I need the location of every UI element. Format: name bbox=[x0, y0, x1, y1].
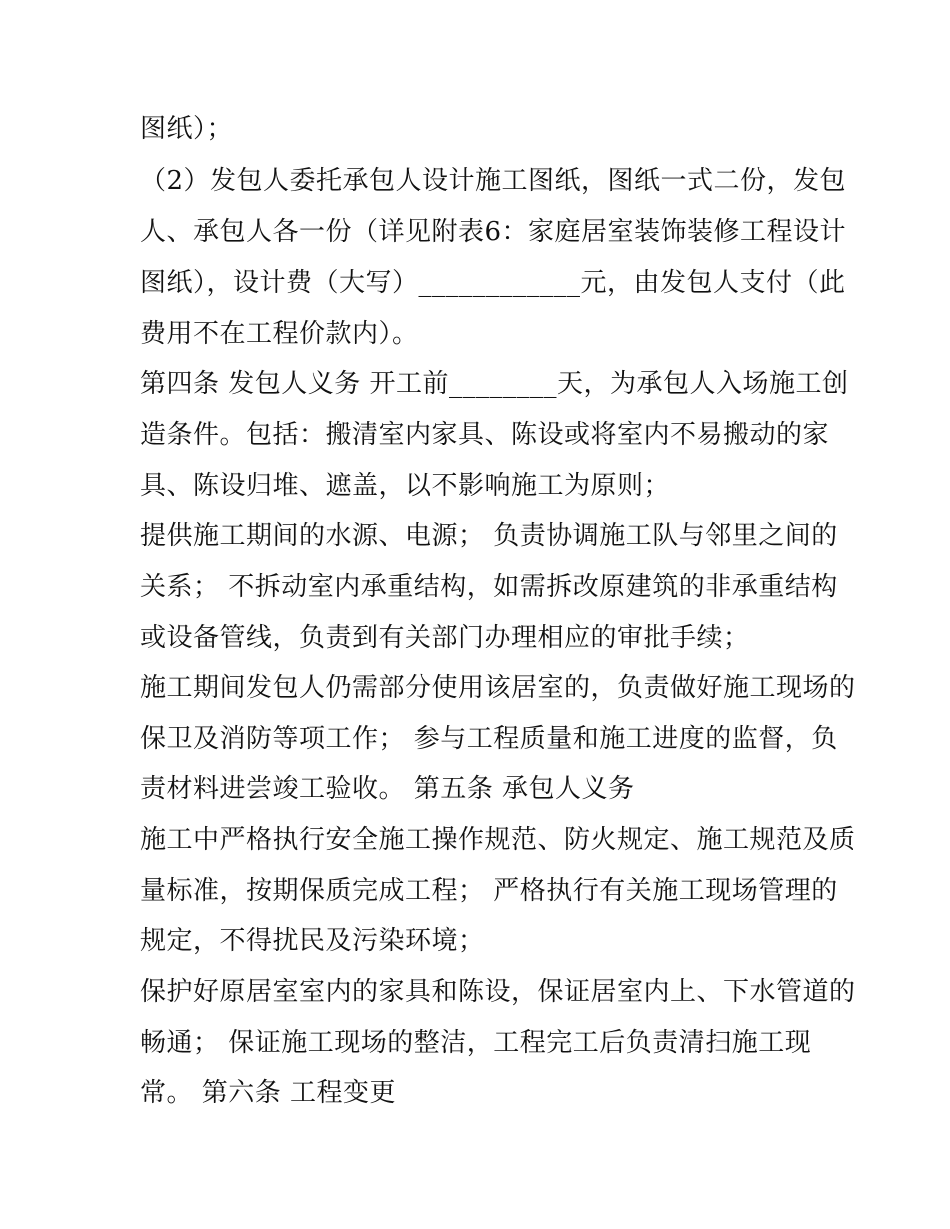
text-line: 第四条 发包人义务 开工前________天，为承包人入场施工创 bbox=[140, 369, 849, 399]
text-line: 保护好原居室室内的家具和陈设，保证居室内上、下水管道的 bbox=[140, 977, 856, 1007]
text-line: 图纸）； bbox=[140, 114, 234, 144]
text-line: 人、承包人各一份（详见附表6：家庭居室装饰装修工程设计 bbox=[140, 217, 847, 247]
text-line: （2）发包人委托承包人设计施工图纸，图纸一式二份，发包 bbox=[140, 166, 847, 196]
text-line: 畅通； 保证施工现场的整洁，工程完工后负责清扫施工现 bbox=[140, 1028, 812, 1058]
text-line: 提供施工期间的水源、电源； 负责协调施工队与邻里之间的 bbox=[140, 521, 838, 551]
text-line: 责材料进尝竣工验收。 第五条 承包人义务 bbox=[140, 774, 635, 804]
text-line: 具、陈设归堆、遮盖，以不影响施工为原则； bbox=[140, 471, 671, 501]
text-line: 施工期间发包人仍需部分使用该居室的，负责做好施工现场的 bbox=[140, 673, 856, 703]
text-line: 常。 第六条 工程变更 bbox=[140, 1078, 397, 1108]
text-line: 规定，不得扰民及污染环境； bbox=[140, 926, 485, 956]
text-line: 保卫及消防等项工作； 参与工程质量和施工进度的监督，负 bbox=[140, 724, 838, 754]
text-line: 关系； 不拆动室内承重结构，如需拆改原建筑的非承重结构 bbox=[140, 572, 838, 602]
text-line: 图纸），设计费（大写）____________元，由发包人支付（此 bbox=[140, 268, 846, 298]
text-line: 或设备管线，负责到有关部门办理相应的审批手续； bbox=[140, 623, 750, 653]
text-line: 造条件。包括：搬清室内家具、陈设或将室内不易搬动的家 bbox=[140, 420, 830, 450]
text-line: 量标准，按期保质完成工程； 严格执行有关施工现场管理的 bbox=[140, 876, 838, 906]
text-line: 费用不在工程价款内）。 bbox=[140, 319, 419, 349]
text-line: 施工中严格执行安全施工操作规范、防火规定、施工规范及质 bbox=[140, 825, 856, 855]
